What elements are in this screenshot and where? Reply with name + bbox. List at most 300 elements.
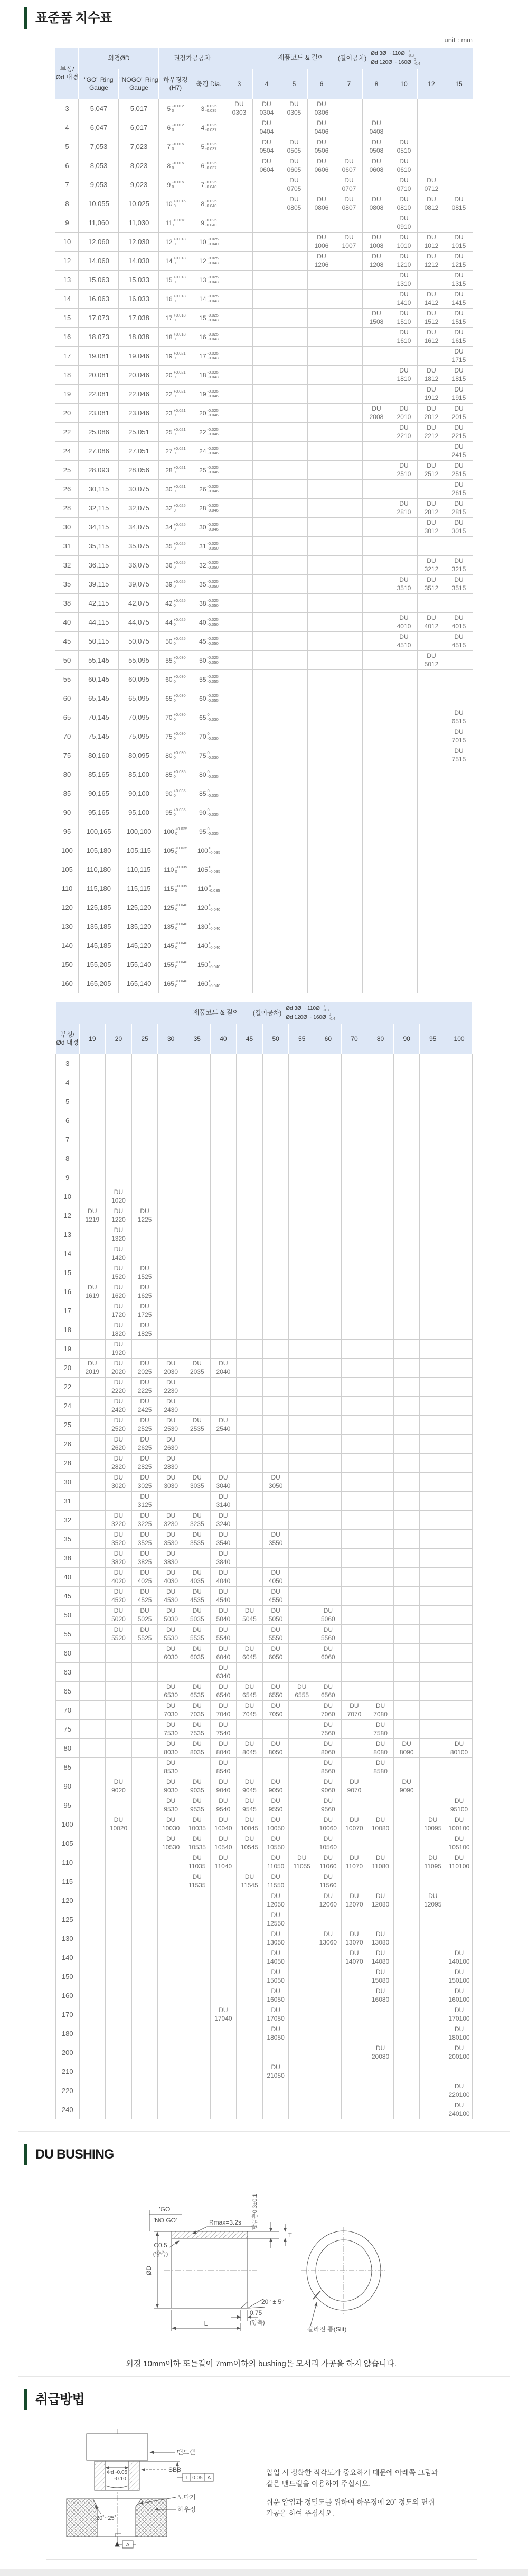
product-code-cell	[445, 670, 473, 689]
product-code-cell	[363, 290, 390, 309]
table-cell: 12,060	[79, 233, 119, 252]
product-code-cell	[280, 309, 308, 328]
product-code-cell	[308, 290, 335, 309]
product-code-cell: DU 4550	[262, 1587, 289, 1606]
product-code-cell	[367, 1777, 394, 1796]
product-code-cell	[158, 1320, 184, 1340]
product-code-cell: DU 3230	[158, 1511, 184, 1530]
product-code-cell	[237, 1568, 263, 1587]
product-code-cell: DU 1012	[418, 233, 445, 252]
product-code-cell	[280, 366, 308, 385]
product-code-cell	[210, 1092, 237, 1111]
table-cell: 6	[55, 156, 79, 175]
product-code-cell: DU 3220	[106, 1511, 132, 1530]
table-cell: 65,145	[79, 689, 119, 708]
perpendicularity-value: 0.05	[192, 2475, 203, 2481]
table-cell: 17,073	[79, 309, 119, 328]
product-code-cell	[335, 499, 363, 518]
table-cell: 38	[55, 594, 79, 613]
tolerance-cell: 75 0 -0.030	[192, 746, 225, 765]
table-cell: 180	[56, 2024, 80, 2043]
product-code-cell	[289, 1282, 315, 1301]
product-code-cell	[418, 822, 445, 841]
tolerance-cell: 12 -0.025 -0.043	[192, 252, 225, 271]
tolerance-cell: 20 +0.021 0	[159, 366, 192, 385]
tolerance-cell: 9 -0.025 -0.040	[192, 213, 225, 233]
product-code-cell	[418, 271, 445, 290]
product-code-cell	[308, 594, 335, 613]
section-divider	[18, 2131, 510, 2132]
tolerance-cell: 11 +0.018 0	[159, 213, 192, 233]
product-code-cell	[315, 1130, 342, 1149]
product-code-cell	[390, 385, 418, 404]
product-code-cell	[315, 1663, 342, 1682]
product-code-cell	[393, 1206, 420, 1225]
product-code-cell	[289, 2100, 315, 2119]
product-code-cell	[308, 803, 335, 822]
product-code-cell	[308, 822, 335, 841]
product-code-cell	[446, 1454, 473, 1473]
slit-label: 갈라진 틈(Slit)	[307, 2326, 347, 2333]
product-code-cell	[308, 613, 335, 632]
product-code-cell	[79, 2024, 106, 2043]
product-code-cell: DU 21050	[262, 2062, 289, 2081]
product-code-cell: DU 11060	[315, 1853, 342, 1872]
product-code-cell	[363, 708, 390, 727]
product-code-cell: DU 6535	[184, 1682, 210, 1701]
product-code-cell	[289, 1054, 315, 1073]
product-code-cell	[106, 1720, 132, 1739]
table-cell: 10,025	[119, 194, 159, 213]
tolerance-cell: 16 -0.025 -0.043	[192, 328, 225, 347]
product-code-cell	[420, 1606, 446, 1625]
table-row	[56, 1948, 473, 1967]
product-code-cell	[393, 1834, 420, 1853]
product-code-cell	[363, 860, 390, 879]
table-row	[56, 1130, 473, 1149]
product-code-cell: DU 0705	[280, 175, 308, 194]
product-code-cell	[79, 1891, 106, 1910]
product-code-cell	[393, 1872, 420, 1891]
product-code-cell	[446, 1549, 473, 1568]
both-sides-label-1: (양측)	[153, 2251, 168, 2257]
table-cell: 18,038	[119, 328, 159, 347]
product-code-cell	[262, 1511, 289, 1530]
table-cell: 63	[56, 1663, 80, 1682]
table-cell: 15	[56, 1263, 80, 1282]
product-code-cell	[363, 347, 390, 366]
product-code-cell	[341, 1263, 367, 1282]
band2-code-label: 제품코드 & 길이	[193, 1009, 239, 1017]
product-code-cell	[289, 1454, 315, 1473]
table-row	[55, 898, 473, 917]
table-cell: 20	[56, 1359, 80, 1378]
tolerance-cell: 28 +0.021 0	[159, 461, 192, 480]
product-code-cell	[390, 841, 418, 860]
product-code-cell	[420, 1054, 446, 1073]
product-code-cell	[210, 1168, 237, 1187]
rmax-label: Rmax=3.2s	[209, 2219, 242, 2226]
table-cell: 25	[56, 1416, 80, 1435]
table-cell: 35	[56, 1530, 80, 1549]
product-code-cell	[390, 955, 418, 974]
product-code-cell	[253, 537, 280, 556]
product-code-cell	[335, 442, 363, 461]
product-code-cell	[390, 860, 418, 879]
table-cell: 12	[55, 252, 79, 271]
product-code-cell	[393, 1168, 420, 1187]
tolerance-cell: 28 -0.025 -0.046	[192, 499, 225, 518]
product-code-cell: DU 11050	[262, 1853, 289, 1872]
product-code-cell: DU 8040	[210, 1739, 237, 1758]
product-code-cell	[262, 1263, 289, 1282]
table-cell: 18	[55, 366, 79, 385]
table-cell: 9,053	[79, 175, 119, 194]
product-code-cell	[420, 1986, 446, 2005]
product-code-cell	[210, 1929, 237, 1948]
product-code-cell	[131, 1815, 158, 1834]
product-code-cell	[335, 556, 363, 575]
product-code-cell	[418, 746, 445, 765]
product-code-cell	[210, 1435, 237, 1454]
product-code-cell: DU 5520	[106, 1625, 132, 1644]
table-row	[55, 175, 473, 194]
product-code-cell: DU 3140	[210, 1492, 237, 1511]
product-code-cell	[280, 803, 308, 822]
table-row	[55, 156, 473, 175]
tolerance-cell: 23 +0.021 0	[159, 404, 192, 423]
product-code-cell: DU 10545	[237, 1834, 263, 1853]
product-code-cell	[106, 1130, 132, 1149]
product-code-cell	[158, 1073, 184, 1092]
product-code-cell: DU 8560	[315, 1758, 342, 1777]
product-code-cell	[341, 1644, 367, 1663]
product-code-cell	[315, 1416, 342, 1435]
product-code-cell: DU 0707	[335, 175, 363, 194]
dimension-table-2	[55, 1002, 473, 2119]
product-code-cell: DU 170100	[446, 2005, 473, 2024]
product-code-cell	[418, 803, 445, 822]
length-column-header: 4	[253, 69, 280, 99]
product-code-cell	[280, 556, 308, 575]
length-column-header: 10	[390, 69, 418, 99]
table-row	[55, 651, 473, 670]
product-code-cell	[363, 594, 390, 613]
product-code-cell	[253, 499, 280, 518]
product-code-cell	[106, 1872, 132, 1891]
product-code-cell	[393, 2062, 420, 2081]
product-code-cell	[335, 803, 363, 822]
table-cell: 15,033	[119, 271, 159, 290]
product-code-cell: DU 2008	[363, 404, 390, 423]
product-code-cell	[262, 1549, 289, 1568]
product-code-cell	[210, 1340, 237, 1359]
table-cell: 5,047	[79, 99, 119, 118]
product-code-cell	[446, 1130, 473, 1149]
product-code-cell	[79, 1378, 106, 1397]
table-cell: 7	[56, 1130, 80, 1149]
product-code-cell	[225, 822, 253, 841]
tolerance-cell: 38 -0.025 -0.050	[192, 594, 225, 613]
product-code-cell: DU 10045	[237, 1815, 263, 1834]
product-code-cell	[308, 213, 335, 233]
product-code-cell	[131, 1682, 158, 1701]
product-code-cell	[308, 175, 335, 194]
product-code-cell	[420, 2024, 446, 2043]
product-code-cell	[446, 1187, 473, 1206]
product-code-cell	[184, 1244, 210, 1263]
table-cell: 24	[55, 442, 79, 461]
table-row	[55, 404, 473, 423]
table-cell: 8,023	[119, 156, 159, 175]
product-code-cell	[367, 1663, 394, 1682]
table-row	[56, 1378, 473, 1397]
product-code-cell	[367, 1511, 394, 1530]
table-cell: 95,165	[79, 803, 119, 822]
product-code-cell	[367, 1206, 394, 1225]
table-cell: 55	[55, 670, 79, 689]
product-code-cell: DU 1820	[106, 1320, 132, 1340]
product-code-cell	[106, 2081, 132, 2100]
product-code-cell: DU 6045	[237, 1644, 263, 1663]
product-code-cell: DU 11055	[289, 1853, 315, 1872]
table-cell: 35	[55, 575, 79, 594]
table-row	[56, 1891, 473, 1910]
table-cell: 70,145	[79, 708, 119, 727]
tolerance-cell: 85 0 -0.035	[192, 784, 225, 803]
product-code-cell: DU 8580	[367, 1758, 394, 1777]
product-code-cell	[280, 537, 308, 556]
product-code-cell	[363, 898, 390, 917]
product-code-cell: DU 2525	[131, 1416, 158, 1435]
tolerance-cell: 18 -0.025 -0.043	[192, 366, 225, 385]
table-cell: 155,140	[119, 955, 159, 974]
product-code-cell	[79, 1549, 106, 1568]
product-code-cell	[158, 2024, 184, 2043]
product-code-cell	[237, 1206, 263, 1225]
product-code-cell	[79, 1168, 106, 1187]
product-code-cell	[280, 651, 308, 670]
product-code-cell	[289, 1473, 315, 1492]
product-code-cell: DU 1225	[131, 1206, 158, 1225]
col-header-go-gauge: "GO" Ring Gauge	[79, 69, 119, 99]
product-code-cell	[341, 1663, 367, 1682]
product-code-cell: DU 5045	[237, 1606, 263, 1625]
product-code-cell	[79, 1340, 106, 1359]
product-code-cell	[262, 2100, 289, 2119]
product-code-cell	[335, 898, 363, 917]
table-row	[56, 1568, 473, 1587]
table-cell: 5,017	[119, 99, 159, 118]
table-row	[55, 727, 473, 746]
product-code-cell	[253, 194, 280, 213]
table-row	[56, 1872, 473, 1891]
table-cell: 28,056	[119, 461, 159, 480]
tolerance-cell: 6 +0.012 0	[159, 118, 192, 137]
product-code-cell	[184, 2005, 210, 2024]
product-code-cell: DU 80100	[446, 1739, 473, 1758]
product-code-cell	[280, 385, 308, 404]
product-code-cell	[289, 1739, 315, 1758]
product-code-cell	[289, 2043, 315, 2062]
product-code-cell	[106, 1663, 132, 1682]
product-code-cell	[390, 594, 418, 613]
product-code-cell	[79, 1777, 106, 1796]
product-code-cell: DU 5025	[131, 1606, 158, 1625]
length-column-header: 35	[184, 1024, 210, 1054]
product-code-cell	[335, 917, 363, 936]
product-code-cell	[106, 2100, 132, 2119]
product-code-cell	[367, 1454, 394, 1473]
product-code-cell	[210, 1967, 237, 1986]
corner-075-label: 0.75	[250, 2309, 262, 2317]
product-code-cell	[341, 1073, 367, 1092]
product-code-cell	[341, 1130, 367, 1149]
product-code-cell	[315, 1054, 342, 1073]
product-code-cell	[308, 879, 335, 898]
product-code-cell	[158, 1282, 184, 1301]
product-code-cell	[253, 613, 280, 632]
table-cell: 165,205	[79, 974, 119, 993]
table-row	[55, 765, 473, 784]
product-code-cell	[237, 1378, 263, 1397]
product-code-cell	[131, 1149, 158, 1168]
product-code-cell	[446, 1758, 473, 1777]
product-code-cell	[289, 1815, 315, 1834]
unit-label: unit : mm	[444, 36, 473, 44]
table-cell: 120	[55, 898, 79, 917]
table-row	[56, 2024, 473, 2043]
product-code-cell	[367, 1549, 394, 1568]
product-code-cell	[446, 1891, 473, 1910]
product-code-cell: DU 4010	[390, 613, 418, 632]
product-code-cell	[210, 1320, 237, 1340]
tolerance-cell: 19 -0.025 -0.046	[192, 385, 225, 404]
product-code-cell	[184, 1758, 210, 1777]
product-code-cell	[315, 1263, 342, 1282]
product-code-cell	[79, 1530, 106, 1549]
table-row	[56, 1301, 473, 1320]
tolerance-cell: 30 +0.021 0	[159, 480, 192, 499]
product-code-cell	[210, 1301, 237, 1320]
product-code-cell	[367, 1910, 394, 1929]
product-code-cell: DU 2630	[158, 1435, 184, 1454]
product-code-cell	[280, 347, 308, 366]
product-code-cell: DU 0510	[390, 137, 418, 156]
product-code-cell	[420, 1682, 446, 1701]
product-code-cell	[420, 1073, 446, 1092]
table-cell: 45	[55, 632, 79, 651]
tolerance-cell: 55 +0.030 0	[159, 651, 192, 670]
product-code-cell	[225, 784, 253, 803]
product-code-cell: DU 0404	[253, 118, 280, 137]
product-code-cell	[335, 708, 363, 727]
product-code-cell	[225, 309, 253, 328]
product-code-cell: DU 3035	[184, 1473, 210, 1492]
table-row	[55, 309, 473, 328]
product-code-cell	[253, 480, 280, 499]
product-code-cell: DU 5540	[210, 1625, 237, 1644]
product-code-cell	[341, 1473, 367, 1492]
table-cell: 130	[56, 1929, 80, 1948]
product-code-cell	[79, 1853, 106, 1872]
product-code-cell	[79, 1758, 106, 1777]
col-header-bushing-bore-2: 부싱/ Ød 내경	[56, 1024, 80, 1054]
product-code-cell: DU 5060	[315, 1606, 342, 1625]
product-code-cell	[79, 2005, 106, 2024]
tolerance-cell: 80 +0.030 0	[159, 746, 192, 765]
product-code-cell	[341, 1359, 367, 1378]
table-cell: 75,145	[79, 727, 119, 746]
table-cell: 210	[56, 2062, 80, 2081]
product-code-cell	[253, 233, 280, 252]
product-code-cell	[445, 936, 473, 955]
product-code-cell	[289, 2024, 315, 2043]
product-code-cell	[418, 689, 445, 708]
table-row	[56, 1644, 473, 1663]
product-code-cell	[131, 1111, 158, 1130]
product-code-cell	[446, 1625, 473, 1644]
od-label: ØD	[145, 2266, 153, 2275]
product-code-cell	[341, 1054, 367, 1073]
product-code-cell	[289, 1948, 315, 1967]
product-code-cell: DU 1006	[308, 233, 335, 252]
table-cell: 27,051	[119, 442, 159, 461]
product-code-cell	[253, 974, 280, 993]
product-code-cell	[280, 328, 308, 347]
product-code-cell	[445, 822, 473, 841]
table-row	[55, 385, 473, 404]
product-code-cell	[289, 1625, 315, 1644]
product-code-cell	[367, 1092, 394, 1111]
product-code-cell	[367, 1397, 394, 1416]
table-cell: 22,081	[79, 385, 119, 404]
product-code-cell	[446, 1530, 473, 1549]
product-code-cell	[225, 765, 253, 784]
product-code-cell	[367, 1054, 394, 1073]
product-code-cell	[367, 1340, 394, 1359]
product-code-cell	[420, 1568, 446, 1587]
table-row	[55, 347, 473, 366]
tolerance-cell: 65 0 -0.030	[192, 708, 225, 727]
product-code-cell: DU 2040	[210, 1359, 237, 1378]
table-row	[56, 1054, 473, 1073]
product-code-cell	[363, 328, 390, 347]
product-code-cell	[446, 1263, 473, 1282]
product-code-cell	[106, 1739, 132, 1758]
table-cell: 105,180	[79, 841, 119, 860]
product-code-cell	[341, 1111, 367, 1130]
table-cell: 240	[56, 2100, 80, 2119]
product-code-cell	[420, 1282, 446, 1301]
product-code-cell: DU 3515	[445, 575, 473, 594]
product-code-cell	[253, 860, 280, 879]
table-cell: 70	[55, 727, 79, 746]
product-code-cell	[289, 1720, 315, 1739]
product-code-cell: DU 2035	[184, 1359, 210, 1378]
product-code-cell	[308, 955, 335, 974]
product-code-cell: DU 160100	[446, 1986, 473, 2005]
product-code-cell	[363, 632, 390, 651]
product-code-cell	[280, 822, 308, 841]
product-code-cell: DU 2420	[106, 1397, 132, 1416]
product-code-cell: DU 1619	[79, 1282, 106, 1301]
product-code-cell	[237, 1092, 263, 1111]
product-code-cell	[418, 632, 445, 651]
product-code-cell	[131, 1967, 158, 1986]
table-cell: 95,100	[119, 803, 159, 822]
product-code-cell: DU 1310	[390, 271, 418, 290]
